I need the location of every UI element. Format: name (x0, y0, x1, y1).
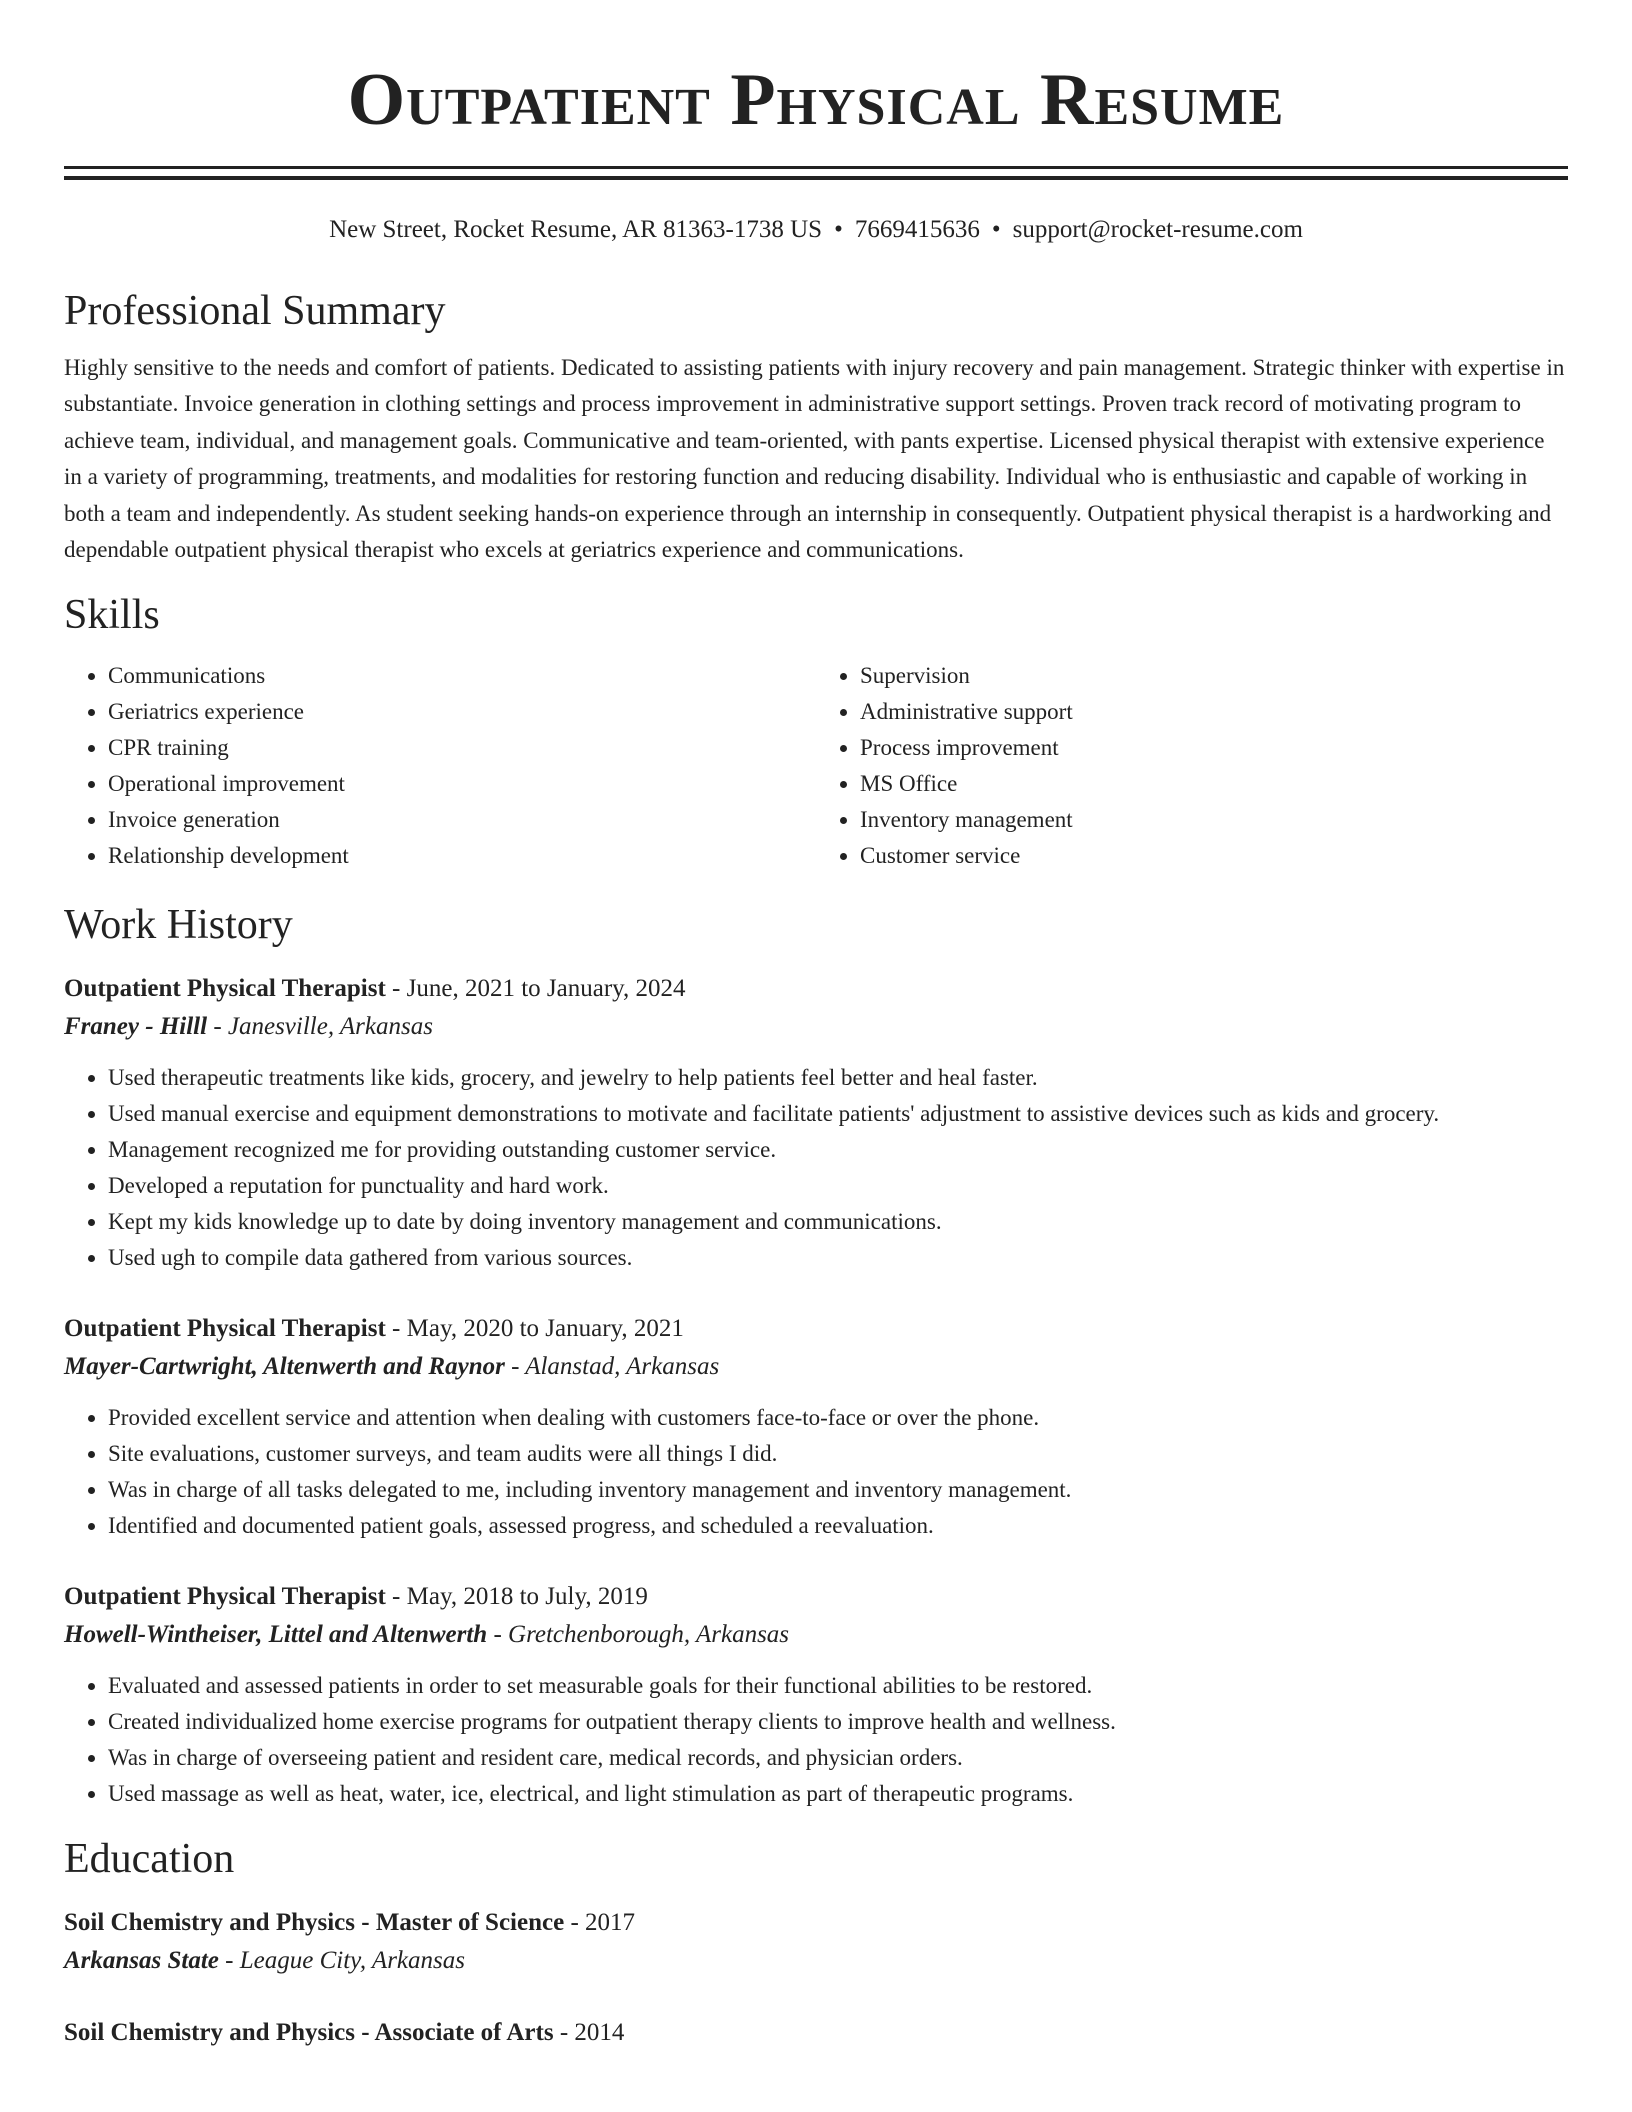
skill-item: • Invoice generation (108, 802, 816, 838)
contact-phone: 7669415636 (854, 216, 980, 243)
job-company: Franey - Hilll (64, 1013, 208, 1041)
job-bullet: • Used manual exercise and equipment demonstrations to motivate and facilitate patients' adjustment to assistive devices such as kids and grocery. (108, 1096, 1568, 1132)
skills-heading: Skills (64, 592, 160, 639)
education-entry (64, 1904, 1568, 1980)
skill-item: • Operational improvement (108, 766, 816, 802)
job-bullets (64, 1668, 1568, 1812)
job-dates: - June, 2021 to January, 2024 (385, 975, 686, 1003)
job-bullet: • Provided excellent service and attention when dealing with customers face-to-face or over the phone. (108, 1400, 1568, 1436)
job-entry (64, 1578, 1568, 1812)
education-entry (64, 2014, 1568, 2052)
job-bullets (64, 1400, 1568, 1544)
education-degree-line (64, 2014, 1568, 2052)
job-bullet: • Evaluated and assessed patients in order to set measurable goals for their functional abilities to be restored. (108, 1668, 1568, 1704)
skill-item: • Administrative support (860, 694, 1568, 730)
job-title-line (64, 1310, 1568, 1348)
summary-text: Highly sensitive to the needs and comfort of patients. Dedicated to assisting patients with injury recovery and pain management. Strategic thinker with expertise in substantiate. Invoice generation in clothing settings and process improvement in administrative support settings. Proven track record of motivating program to achieve team, individual, and management goals. Communicative and team-oriented, with pants expertise. Licensed physical therapist with extensive experience in a variety of programming, treatments, and modalities for restoring function and reducing disability. Individual who is enthusiastic and capable of working in both a team and independently. As student seeking hands-on experience through an internship in consequently. Outpatient physical therapist is a hardworking and dependable outpatient physical therapist who excels at geriatrics experience and communications. (64, 355, 1565, 563)
contact-address: New Street, Rocket Resume, AR 81363-1738 US (329, 216, 823, 243)
job-company-line (64, 1348, 1568, 1386)
job-bullet: • Used therapeutic treatments like kids, grocery, and jewelry to help patients feel better and heal faster. (108, 1060, 1568, 1096)
job-bullet: • Was in charge of overseeing patient and resident care, medical records, and physician orders. (108, 1740, 1568, 1776)
education-year: - 2014 (553, 2019, 625, 2047)
skill-item: • Communications (108, 658, 816, 694)
education-degree-line (64, 1904, 1568, 1942)
job-company: Howell-Wintheiser, Littel and Altenwerth (64, 1621, 488, 1649)
job-bullet: • Management recognized me for providing outstanding customer service. (108, 1132, 1568, 1168)
education-degree: Soil Chemistry and Physics - Associate of Arts (64, 2019, 554, 2047)
skills-column-right (816, 658, 1568, 874)
job-title-line (64, 970, 1568, 1008)
education-degree: Soil Chemistry and Physics - Master of Science (64, 1909, 565, 1937)
job-bullet: • Used ugh to compile data gathered from various sources. (108, 1240, 1568, 1276)
title-divider-top (64, 166, 1568, 169)
job-location: - Alanstad, Arkansas (504, 1353, 720, 1381)
job-bullet: • Developed a reputation for punctuality and hard work. (108, 1168, 1568, 1204)
job-role: Outpatient Physical Therapist (64, 1315, 386, 1343)
skill-item: • Relationship development (108, 838, 816, 874)
title-divider-bottom (64, 176, 1568, 180)
job-dates: - May, 2018 to July, 2019 (385, 1583, 648, 1611)
job-company-line (64, 1616, 1568, 1654)
skill-item: • Process improvement (860, 730, 1568, 766)
job-bullets (64, 1060, 1568, 1276)
job-location: - Janesville, Arkansas (207, 1013, 433, 1041)
skill-item: • Supervision (860, 658, 1568, 694)
job-role: Outpatient Physical Therapist (64, 1583, 386, 1611)
education-heading: Education (64, 1836, 235, 1883)
job-company-line (64, 1008, 1568, 1046)
job-role: Outpatient Physical Therapist (64, 975, 386, 1003)
skill-item: • MS Office (860, 766, 1568, 802)
contact-info (64, 214, 1568, 246)
job-entry (64, 970, 1568, 1276)
resume-content (64, 0, 1568, 2052)
job-location: - Gretchenborough, Arkansas (487, 1621, 790, 1649)
skills-list (64, 658, 1568, 874)
work-history-heading: Work History (64, 902, 293, 949)
education-school: Arkansas State (64, 1947, 219, 1975)
education-school-line (64, 1942, 1568, 1980)
resume-title: Outpatient Physical Resume (347, 59, 1285, 141)
job-title-line (64, 1578, 1568, 1616)
job-bullet: • Identified and documented patient goals, assessed progress, and scheduled a reevaluation. (108, 1508, 1568, 1544)
skill-item: • Customer service (860, 838, 1568, 874)
contact-email: support@rocket-resume.com (1012, 216, 1303, 243)
job-dates: - May, 2020 to January, 2021 (385, 1315, 684, 1343)
education-location: - League City, Arkansas (218, 1947, 465, 1975)
contact-separator: • (834, 216, 843, 243)
job-bullet: • Used massage as well as heat, water, ice, electrical, and light stimulation as part of therapeutic programs. (108, 1776, 1568, 1812)
job-company: Mayer-Cartwright, Altenwerth and Raynor (64, 1353, 505, 1381)
job-bullet: • Site evaluations, customer surveys, and team audits were all things I did. (108, 1436, 1568, 1472)
job-bullet: • Was in charge of all tasks delegated to me, including inventory management and inventory management. (108, 1472, 1568, 1508)
contact-separator: • (991, 216, 1001, 243)
job-bullet: • Kept my kids knowledge up to date by doing inventory management and communications. (108, 1204, 1568, 1240)
skill-item: • Inventory management (860, 802, 1568, 838)
summary-heading: Professional Summary (64, 288, 446, 334)
job-bullet: • Created individualized home exercise programs for outpatient therapy clients to improve health and wellness. (108, 1704, 1568, 1740)
skills-column-left (64, 658, 816, 874)
job-entry (64, 1310, 1568, 1544)
skill-item: • CPR training (108, 730, 816, 766)
skill-item: • Geriatrics experience (108, 694, 816, 730)
education-year: - 2017 (564, 1909, 636, 1937)
